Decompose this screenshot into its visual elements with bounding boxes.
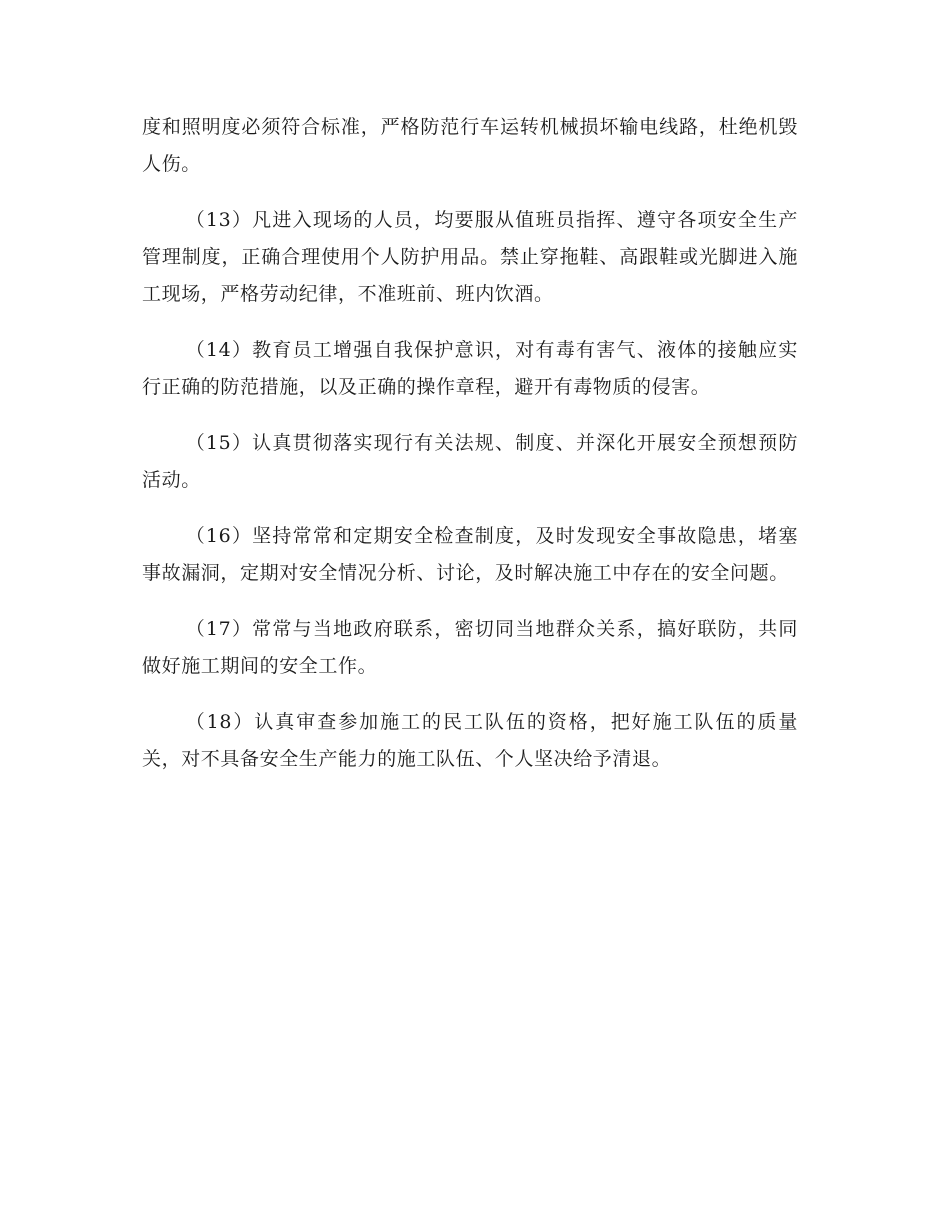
paragraph-item-17: （17）常常与当地政府联系，密切同当地群众关系，搞好联防，共同做好施工期间的安全工作。 bbox=[142, 618, 798, 677]
paragraph-item-16: （16）坚持常常和定期安全检查制度，及时发现安全事故隐患，堵塞事故漏洞，定期对安全情况分析、讨论，及时解决施工中存在的安全问题。 bbox=[142, 525, 798, 584]
paragraph-item-15: （15）认真贯彻落实现行有关法规、制度、并深化开展安全预想预防活动。 bbox=[142, 432, 798, 491]
paragraph-item-14: （14）教育员工增强自我保护意识，对有毒有害气、液体的接触应实行正确的防范措施，以及正确的操作章程，避开有毒物质的侵害。 bbox=[142, 339, 798, 398]
document-body bbox=[142, 109, 798, 778]
paragraph-item-13: （13）凡进入现场的人员，均要服从值班员指挥、遵守各项安全生产管理制度，正确合理使用个人防护用品。禁止穿拖鞋、高跟鞋或光脚进入施工现场，严格劳动纪律，不准班前、班内饮酒。 bbox=[142, 209, 798, 305]
paragraph-item-18: （18）认真审查参加施工的民工队伍的资格，把好施工队伍的质量关，对不具备安全生产能力的施工队伍、个人坚决给予清退。 bbox=[142, 711, 798, 770]
paragraph-continuation: 度和照明度必须符合标准，严格防范行车运转机械损坏输电线路，杜绝机毁人伤。 bbox=[142, 116, 798, 175]
